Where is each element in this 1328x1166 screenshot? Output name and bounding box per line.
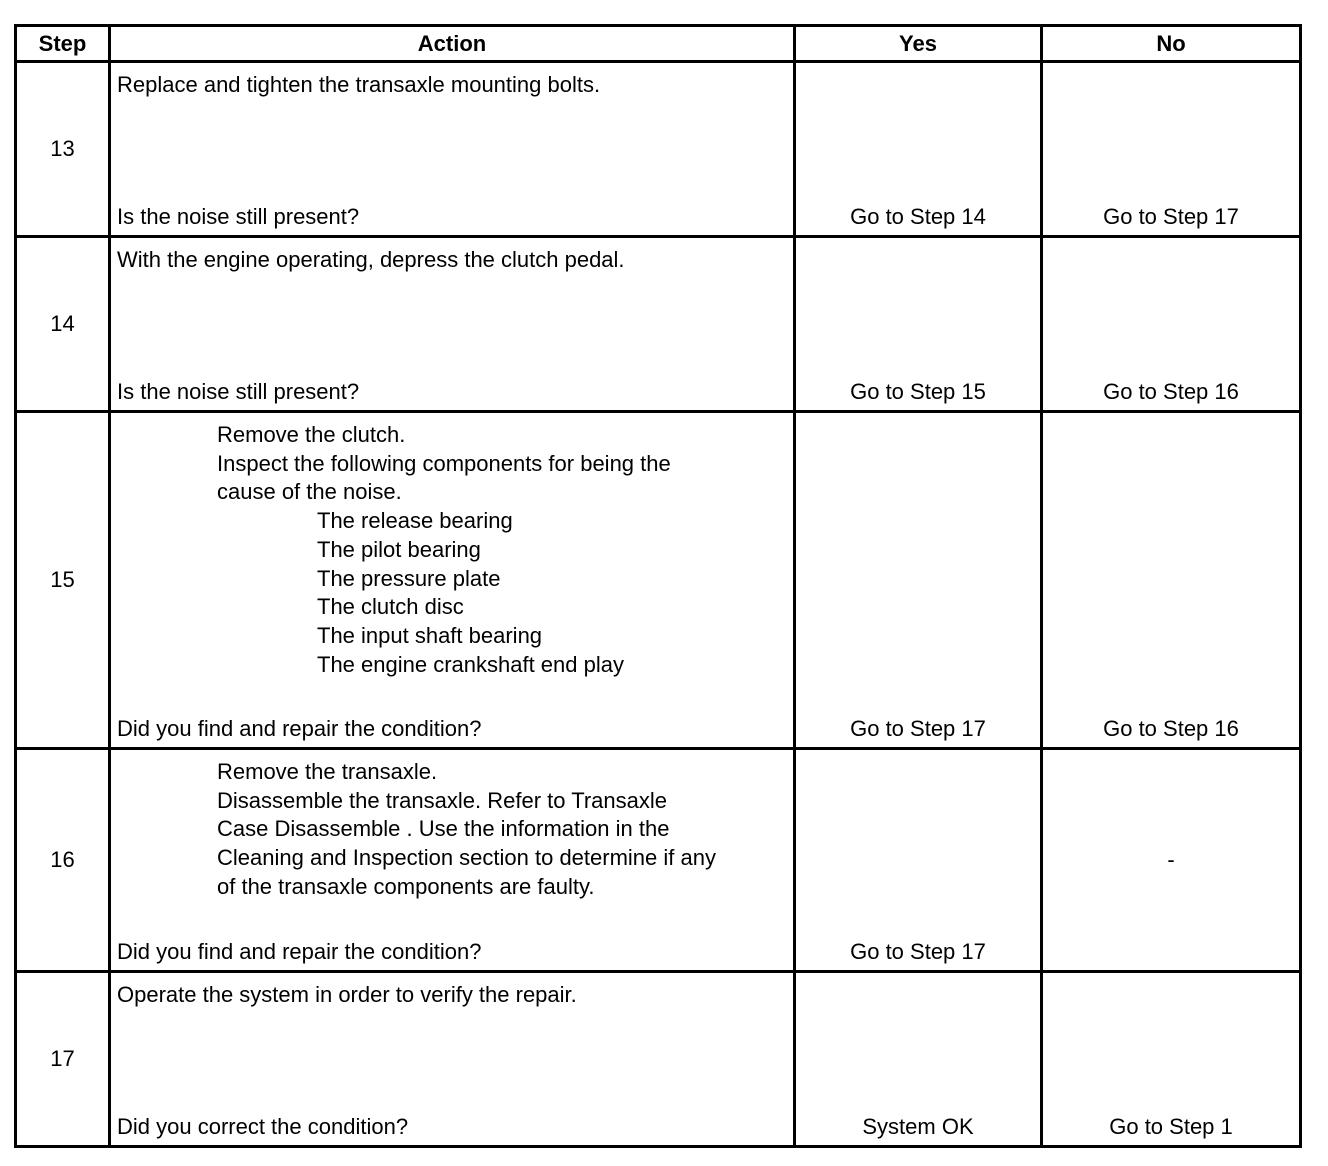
no-cell (1042, 972, 1301, 1147)
step-number: 15 (16, 412, 110, 749)
action-line: Disassemble the transaxle. Refer to Transaxle (217, 787, 667, 813)
table-row (16, 237, 1301, 412)
list-item: The pressure plate (317, 565, 501, 591)
action-text (117, 71, 789, 100)
header-row (16, 26, 1301, 62)
action-text (117, 981, 789, 1010)
header-step: Step (16, 26, 110, 62)
step-number: 13 (16, 62, 110, 237)
step-number: 14 (16, 237, 110, 412)
list-item: The release bearing (317, 508, 513, 534)
action-line: of the transaxle components are faulty. (217, 873, 595, 899)
step-number: 17 (16, 972, 110, 1147)
action-line: Replace and tighten the transaxle mounting bolts. (117, 72, 601, 97)
yes-result: Go to Step 15 (850, 379, 986, 404)
action-line: cause of the noise. (217, 479, 402, 505)
action-text (217, 421, 789, 679)
question-text: Did you find and repair the condition? (117, 716, 482, 741)
no-result: Go to Step 17 (1103, 204, 1239, 229)
yes-cell (795, 62, 1042, 237)
table-row (16, 749, 1301, 972)
table-row (16, 412, 1301, 749)
yes-result: System OK (862, 1114, 974, 1139)
list-item: The clutch disc (317, 594, 464, 620)
table-row (16, 972, 1301, 1147)
action-text (217, 758, 789, 902)
action-cell (110, 749, 795, 972)
question-text: Did you correct the condition? (117, 1114, 409, 1139)
list-item: The engine crankshaft end play (317, 651, 624, 677)
question-text: Is the noise still present? (117, 204, 360, 229)
diagnostic-table (14, 24, 1302, 1148)
action-cell (110, 237, 795, 412)
no-result: Go to Step 1 (1109, 1114, 1233, 1139)
question-text: Is the noise still present? (117, 379, 360, 404)
table-row (16, 62, 1301, 237)
action-cell (110, 972, 795, 1147)
step-number: 16 (16, 749, 110, 972)
action-line: Operate the system in order to verify the repair. (117, 982, 577, 1007)
yes-result: Go to Step 17 (850, 716, 986, 741)
no-cell (1042, 62, 1301, 237)
yes-cell (795, 237, 1042, 412)
component-list (317, 507, 789, 679)
header-no: No (1042, 26, 1301, 62)
action-line: Inspect the following components for being the (217, 450, 671, 476)
header-yes: Yes (795, 26, 1042, 62)
list-item: The pilot bearing (317, 536, 481, 562)
yes-cell (795, 749, 1042, 972)
list-item: The input shaft bearing (317, 622, 543, 648)
question-text: Did you find and repair the condition? (117, 939, 482, 964)
yes-cell (795, 972, 1042, 1147)
action-line: Case Disassemble . Use the information in the (217, 816, 670, 842)
yes-result: Go to Step 17 (850, 939, 986, 964)
action-text (117, 246, 789, 275)
no-result: - (1167, 847, 1175, 872)
action-line: Cleaning and Inspection section to determine if any (217, 845, 716, 871)
no-cell (1042, 749, 1301, 972)
no-result: Go to Step 16 (1103, 379, 1239, 404)
action-cell (110, 62, 795, 237)
action-cell (110, 412, 795, 749)
action-line: With the engine operating, depress the clutch pedal. (117, 247, 625, 272)
yes-cell (795, 412, 1042, 749)
header-action: Action (110, 26, 795, 62)
no-cell (1042, 412, 1301, 749)
action-line: Remove the clutch. (217, 422, 406, 447)
action-line: Remove the transaxle. (217, 759, 438, 784)
yes-result: Go to Step 14 (850, 204, 986, 229)
no-cell (1042, 237, 1301, 412)
no-result: Go to Step 16 (1103, 716, 1239, 741)
